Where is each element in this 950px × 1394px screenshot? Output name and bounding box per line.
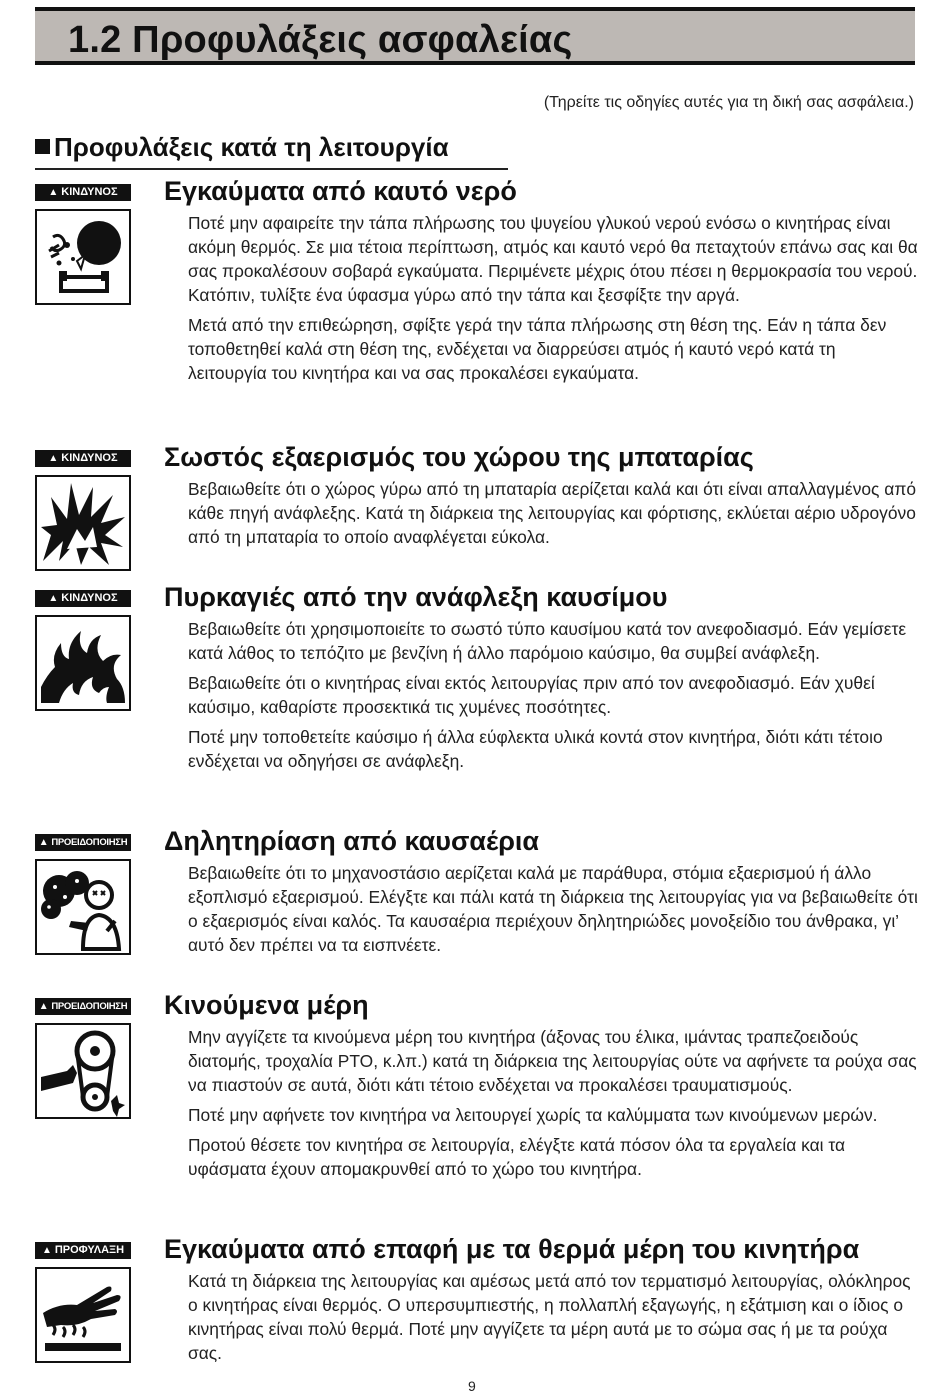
- paragraph: Ποτέ μην αφαιρείτε την τάπα πλήρωσης του ψυγείου γλυκού νερού ενόσω ο κινητήρας είναι ακόμη θερμός. Σε μια τέτοια περίπτωση, ατμός και καυτό νερό θα πεταχτούν επάνω σας και θα σας προκαλέσουν σοβαρά εγκαύματα. Περιμένετε μέχρις ότου πέσει η θερμοκρασία του νερού. Κατόπιν, τυλίξτε ένα ύφασμα γύρω από την τάπα και ξεσφίξτε την αργά.: [188, 213, 918, 305]
- badge-label: ΠΡΟΕΙΔΟΠΟΙΗΣΗ: [51, 1001, 128, 1012]
- warning-triangle-icon: ▲: [38, 837, 49, 848]
- paragraph: Μετά από την επιθεώρηση, σφίξτε γερά την τάπα πλήρωσης στη θέση της. Εάν η τάπα δεν τοποθετηθεί καλά στη θέση της, ενδέχεται να διαρρεύσει ατμός ή καυτό νερό κατά τη λειτουργία του κινητήρα και να σας προκαλέσει εγκαύματα.: [188, 315, 887, 383]
- badge-label: ΚΙΝΔΥΝΟΣ: [61, 186, 118, 198]
- subtitle-text: Προφυλάξεις κατά τη λειτουργία: [54, 132, 449, 162]
- paragraph: Κατά τη διάρκεια της λειτουργίας και αμέσως μετά από τον τερματισμό λειτουργίας, ολόκληρος ο κινητήρας είναι θερμός. Ο υπερσυμπιεστής, η πολλαπλή εξαγωγής, η εξάτμιση και ο ίδιος ο κινητήρας είναι πολύ θερμά. Ποτέ μην αγγίζετε τα μέρη αυτά με το σώμα σας ή με τα ρούχα σας.: [188, 1271, 911, 1363]
- hot-surface-icon: [35, 1267, 131, 1363]
- exhaust-gas-icon: [35, 859, 131, 955]
- section-heading: Δηλητηρίαση από καυσαέρια: [164, 826, 540, 856]
- caution-badge: [35, 1242, 131, 1259]
- section-heading: Σωστός εξαερισμός του χώρου της μπαταρίας: [164, 442, 754, 472]
- section-heading: Εγκαύματα από καυτό νερό: [164, 176, 517, 206]
- danger-badge: [35, 184, 131, 201]
- paragraph: Βεβαιωθείτε ότι ο χώρος γύρω από τη μπαταρία αερίζεται καλά και ότι είναι απαλλαγμένος από κάθε πηγή ανάφλεξης. Κατά τη διάρκεια της λειτουργίας και φόρτισης, εκλύεται αέριο υδρογόνο από τη μπαταρία το οποίο αναφλέγεται εύκολα.: [188, 479, 916, 547]
- title-bar: [35, 7, 915, 65]
- warning-triangle-icon: ▲: [48, 593, 59, 604]
- safety-section-battery: [35, 442, 916, 576]
- section-body: [188, 1025, 918, 1187]
- safety-section-fuel-fire: [35, 582, 915, 816]
- warning-triangle-icon: ▲: [48, 453, 59, 464]
- square-bullet-icon: [35, 139, 50, 154]
- page-title: 1.2 Προφυλάξεις ασφαλείας: [68, 19, 573, 61]
- danger-badge: [35, 450, 131, 467]
- safety-note: (Τηρείτε τις οδηγίες αυτές για τη δική σας ασφάλεια.): [543, 94, 914, 111]
- section-body: [188, 617, 918, 779]
- badge-label: ΚΙΝΔΥΝΟΣ: [61, 452, 118, 464]
- safety-section-hot-water: [35, 176, 918, 430]
- paragraph: Μην αγγίζετε τα κινούμενα μέρη του κινητήρα (άξονας του έλικα, ιμάντας τραπεζοειδούς διατομής, τροχαλία PTO, κ.λπ.) κατά τη διάρκεια της λειτουργίας ούτε να αφήνετε τα ρούχα σας να πιαστούν σε αυτά, διότι κάτι τέτοιο ενδέχεται να προκαλέσει τραυματισμούς.: [188, 1027, 917, 1095]
- section-heading: Κινούμενα μέρη: [164, 990, 369, 1020]
- section-body: [188, 211, 918, 391]
- safety-section-hot-surfaces: [35, 1234, 915, 1368]
- section-body: [188, 477, 918, 555]
- paragraph: Ποτέ μην τοποθετείτε καύσιμο ή άλλα εύφλεκτα υλικά κοντά στον κινητήρα, διότι κάτι τέτοιο ενδέχεται να οδηγήσει σε ανάφλεξη.: [188, 727, 883, 771]
- danger-badge: [35, 590, 131, 607]
- paragraph: Βεβαιωθείτε ότι χρησιμοποιείτε το σωστό τύπο καυσίμου κατά τον ανεφοδιασμό. Εάν γεμίσετε κατά λάθος το τεπόζιτο με βενζίνη ή άλλο παρόμοιο καύσιμο, θα συμβεί ανάφλεξη.: [188, 619, 907, 663]
- section-body: [188, 1269, 918, 1371]
- safety-section-moving-parts: [35, 990, 917, 1224]
- paragraph: Προτού θέσετε τον κινητήρα σε λειτουργία, ελέγξτε κατά πόσον όλα τα εργαλεία και τα υφάσματα έχουν απομακρυνθεί από το χώρο του κινητήρα.: [188, 1135, 846, 1179]
- moving-parts-icon: [35, 1023, 131, 1119]
- section-body: [188, 861, 918, 963]
- section-heading: Πυρκαγιές από την ανάφλεξη καυσίμου: [164, 582, 668, 612]
- paragraph: Ποτέ μην αφήνετε τον κινητήρα να λειτουργεί χωρίς τα καλύμματα των κινούμενων μερών.: [188, 1105, 878, 1125]
- badge-label: ΠΡΟΕΙΔΟΠΟΙΗΣΗ: [51, 837, 128, 848]
- badge-label: ΠΡΟΦΥΛΑΞΗ: [54, 1244, 125, 1256]
- paragraph: Βεβαιωθείτε ότι το μηχανοστάσιο αερίζεται καλά με παράθυρα, στόμια εξαερισμού ή άλλο εξοπλισμό εξαερισμού. Ελέγξτε και πάλι κατά τη διάρκεια της λειτουργίας για να βεβαιωθείτε ότι ο εξαερισμός είναι καλός. Τα καυσαέρια περιέχουν δηλητηριώδες μονοξείδιο του άνθρακα, γι’ αυτό δεν πρέπει να τα εισπνέετε.: [188, 863, 918, 955]
- page-number: 9: [468, 1378, 476, 1394]
- warning-badge: [35, 998, 131, 1015]
- warning-triangle-icon: ▲: [38, 1001, 49, 1012]
- safety-section-exhaust: [35, 826, 918, 980]
- badge-label: ΚΙΝΔΥΝΟΣ: [61, 592, 118, 604]
- paragraph: Βεβαιωθείτε ότι ο κινητήρας είναι εκτός λειτουργίας πριν από τον ανεφοδιασμό. Εάν χυθεί καύσιμο, καθαρίστε προσεκτικά τις χυμένες ποσότητες.: [188, 673, 875, 717]
- fire-icon: [35, 615, 131, 711]
- warning-badge: [35, 834, 131, 851]
- warning-triangle-icon: ▲: [48, 187, 59, 198]
- section-subtitle: [35, 132, 508, 170]
- hot-water-icon: [35, 209, 131, 305]
- section-heading: Εγκαύματα από επαφή με τα θερμά μέρη του κινητήρα: [164, 1234, 860, 1264]
- warning-triangle-icon: ▲: [41, 1245, 52, 1256]
- explosion-icon: [35, 475, 131, 571]
